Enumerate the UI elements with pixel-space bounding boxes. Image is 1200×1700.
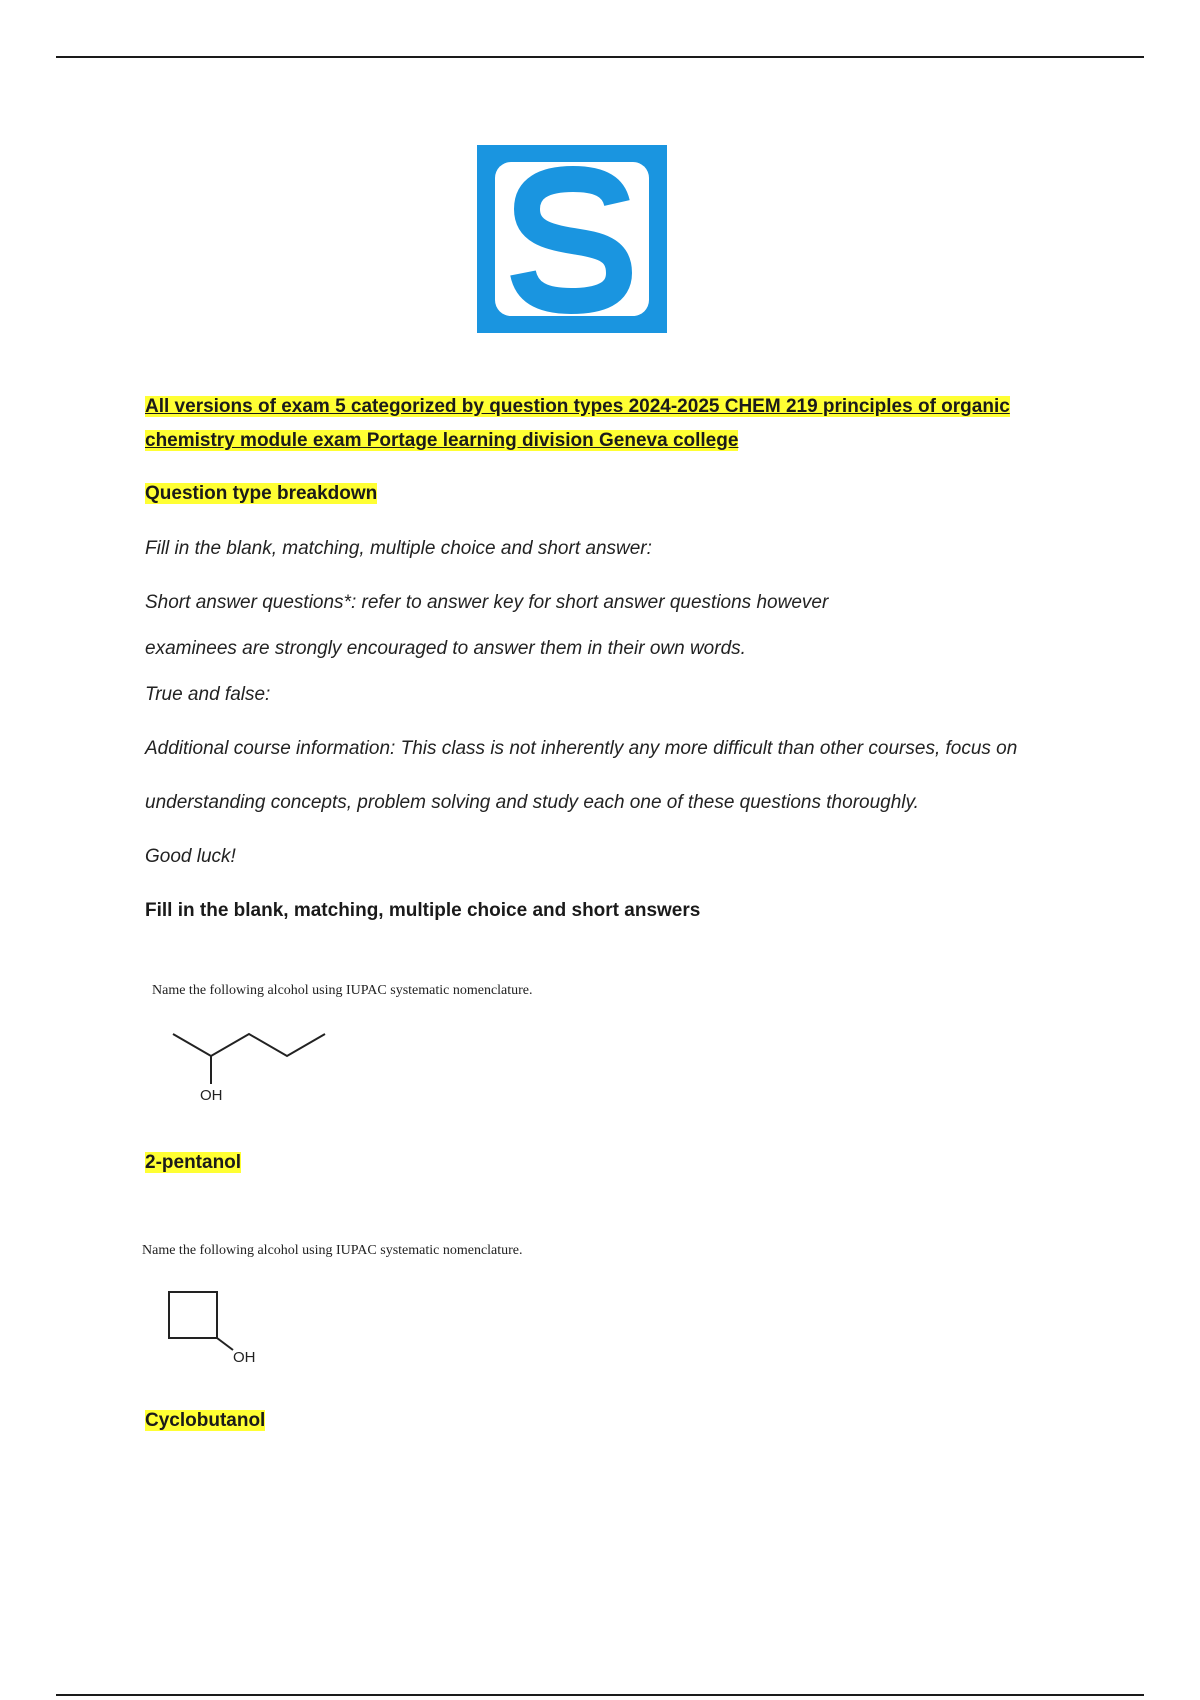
short-answer-line-2: examinees are strongly encouraged to answer them in their own words. xyxy=(145,638,746,659)
short-answer-line-1: Short answer questions*: refer to answer key for short answer questions however xyxy=(145,592,829,613)
additional-info-line-2: understanding concepts, problem solving and study each one of these questions thoroughly. xyxy=(145,792,919,813)
structure-2-label: OH xyxy=(233,1349,256,1366)
answer-1: 2-pentanol xyxy=(145,1152,242,1173)
structure-1-label: OH xyxy=(200,1087,223,1104)
question-1-prompt: Name the following alcohol using IUPAC systematic nomenclature. xyxy=(152,983,533,998)
true-false-line: True and false: xyxy=(145,684,271,705)
pentanol-structure xyxy=(167,1026,327,1106)
top-rule xyxy=(56,56,1144,58)
cyclobutanol-structure xyxy=(167,1290,287,1370)
breakdown-heading: Question type breakdown xyxy=(145,483,378,504)
section-heading: Fill in the blank, matching, multiple choice and short answers xyxy=(145,900,701,921)
additional-info-line-1: Additional course information: This class is not inherently any more difficult than other courses, focus on xyxy=(145,738,1018,759)
types-line: Fill in the blank, matching, multiple choice and short answer: xyxy=(145,538,652,559)
bottom-rule xyxy=(56,1694,1144,1696)
s-logo-icon xyxy=(477,145,667,333)
answer-2: Cyclobutanol xyxy=(145,1410,266,1431)
question-2-prompt: Name the following alcohol using IUPAC systematic nomenclature. xyxy=(142,1243,523,1258)
document-body xyxy=(142,390,1095,1431)
document-title: All versions of exam 5 categorized by question types 2024-2025 CHEM 219 principles of organic chemistry module exam Portage learning division Geneva college xyxy=(145,396,1010,451)
good-luck-line: Good luck! xyxy=(145,846,236,867)
logo xyxy=(477,145,667,333)
